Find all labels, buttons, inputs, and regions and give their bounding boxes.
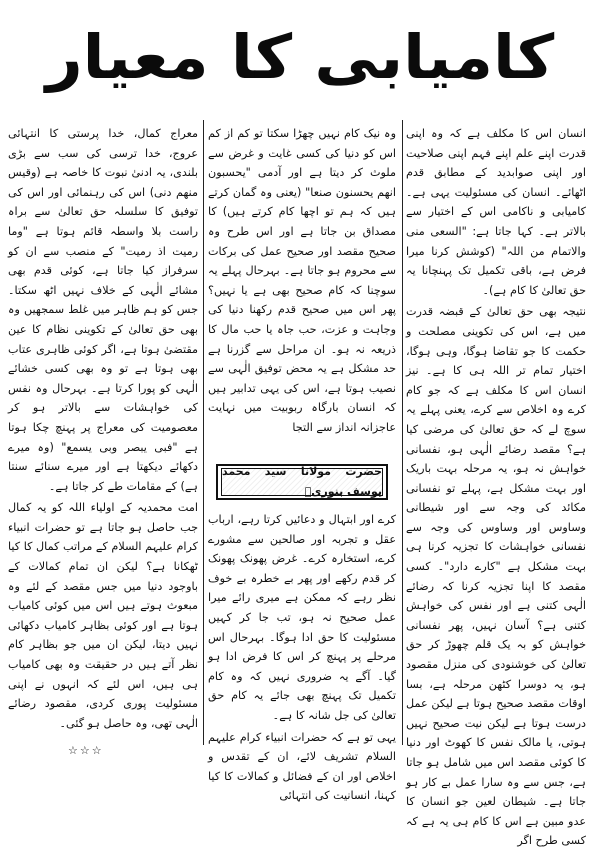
paragraph: انسان اس کا مکلف ہے کہ وہ اپنی قدرت اپنے علم اپنے فہم اپنی صلاحیت اور اپنی صوابدید کے مطابق قدم اٹھائے۔ انسان کی مسئولیت یہی ہے۔ کامیابی و ناکامی اس کے اختیار سے بالاتر ہے۔ کہا جاتا ہے: "السعی منی والاتمام من اللہ" (کوشش کرنا میرا فرض ہے، باقی تکمیل تک پہنچانا یہ حق تعالیٰ کا کام ہے)۔ (406, 127, 586, 297)
paragraph: امت محمدیہ کے اولیاء اللہ کو یہ کمال جب حاصل ہو جاتا ہے تو حضرات انبیاء کرام علیہم السلام کے مراتب کمال کا کیا ٹھکانا ہے؟ لیکن ان تمام کمالات کے باوجود دنیا میں جس مقصد کے لئے وہ مبعوث ہوتے ہیں اس میں کوئی کامیاب ہوتا ہے اور کوئی بظاہر کامیاب دکھائی نہیں دیتا، لیکن ان میں جو بظاہر کام نظر آتے ہیں در حقیقت وہ بھی کامیاب ہی ہیں، اس لئے کہ انہوں نے اپنی مسئولیت پوری کردی، مقصود رضائے الٰہی تھی، وہ حاصل ہو گئی۔ (8, 501, 198, 730)
paragraph: معراج کمال، خدا پرستی کا انتہائی عروج، خدا ترسی کی سب سے بڑی بلندی، یہ ادنیٰ نبوت کا خاصہ ہے (وقیس منھم دنی) اس کی رہنمائی اور اس کی توفیق کا سلسلہ حق تعالیٰ سے براہ راست بلا واسطہ قائم ہوتا ہے "وما رمیت اذ رمیت" کے منصب سے ان کو سرفراز کیا جاتا ہے، کوئی قدم بھی مشائے الٰہی کے خلاف نہیں اٹھ سکتا۔ جس کو ہم ظاہر میں غلط سمجھیں وہ بھی حق تعالیٰ کے تکوینی نظام کا عین مقتضیٰ ہوتا ہے، اگر کوئی ظاہری عتاب بھی ہوتا ہے تو وہ بھی کسی خشائے الٰہی کو پورا کرتا ہے۔ بہرحال وہ نفس کی خواہشات سے بالاتر ہو کر معصومیت کی معراج پر پہنچ چکا ہوتا ہے "فبی یبصر وبی یسمع" (وہ میرے دکھائے دیکھتا ہے اور میرے سنائے سنتا ہے) کے مقامات طے کر جاتا ہے۔ (8, 127, 198, 493)
column-divider (402, 120, 403, 745)
author-name: حضرت مولانا سید محمد یوسف بنوریؒ (222, 465, 382, 498)
headline-area (40, 4, 560, 112)
paragraph: یہی تو ہے کہ حضرات انبیاء کرام علیہم السلام تشریف لائے، ان کے تقدس و اخلاص اور ان کے فضائل و کمالات کا کیا کہنا، انسانیت کی انتہائی (208, 730, 396, 803)
text-column-left (8, 124, 198, 759)
text-column-middle (208, 124, 396, 803)
article-title: کامیابی کا معیار (45, 22, 555, 94)
paragraph: کرے اور ابتہال و دعائیں کرتا رہے، ارباب عقل و تجربہ اور صالحین سے مشورے کرے، استخارہ کرے۔ غرض پھونک پھونک کر قدم رکھے اور پھر بے خطرہ بے خوف نظر رہے کہ ممکن ہے میری رائے میرا عمل صحیح نہ ہو، تب جا کر کہیں مسئولیت کا حق ادا ہوگا۔ بہرحال اس مرحلے پر پہنچ کر اس کا فرض ادا ہو گیا۔ آگے یہ ضروری نہیں کہ وہ کام تکمیل تک پہنچ بھی جائے یہ کام حق تعالیٰ کی جل شانہ کا ہے۔ (208, 513, 396, 722)
middle-top-block (208, 124, 396, 456)
paragraph: وہ نیک کام نہیں چھڑا سکتا تو کم از کم اس کو دنیا کی کسی غایت و غرض سے ملوث کر دیتا ہے اور آدمی "یحسبون انھم یحسنون صنعا" (یعنی وہ گمان کرتے ہیں کہ ہم تو اچھا کام کرتے ہیں) کا مصداق بن جاتا ہے اور اس طرح وہ صحیح مقصد اور صحیح عمل کی برکات سے محروم ہو جاتا ہے۔ بہرحال پہلے یہ سوچنا کہ کام صحیح بھی ہے یا نہیں؟ پھر اس میں صحیح قدم رکھنا دنیا کی وجاہت و عزت، حب جاہ یا حب مال کا ذریعہ نہ ہو۔ ان مراحل سے گزرنا ہے حد مشکل ہے یہ محض توفیق الٰہی سے نصیب ہوتا ہے، اس کی یہی تدابیر ہیں کہ انسان بارگاہ ربوبیت میں نہایت عاجزانہ انداز سے التجا (208, 127, 396, 434)
author-byline-box (216, 464, 388, 500)
text-column-right (406, 124, 586, 848)
end-marks: ☆☆☆ (68, 744, 104, 758)
column-divider (203, 120, 204, 745)
paragraph: نتیجہ بھی حق تعالیٰ کے قبضہ قدرت میں ہے، اس کی تکوینی مصلحت و حکمت کا جو تقاضا ہوگا، وہی ہوگا، اختیار تمام تر اللہ ہی کا ہے۔ نیز انسان اس کا مکلف ہے کہ جو کام کرے وہ اخلاص سے کرے، یعنی پہلے یہ سوچ لے کہ حق تعالیٰ کی مرضی کیا ہے؟ مقصد رضائے الٰہی ہو، نفسانی خواہش نہ ہو، یہ مرحلہ بہت باریک اور بہت مشکل ہے، پہلے تو نفسانی مکائد کی وجہ سے اور شیطانی وساوس اور وساوس کی وجہ سے نفسانی خواہشات کا تجزیہ کرنا ہی بہت مشکل ہے "کارے دارد"۔ کسی مقصد کا اپنا تجزیہ کرنا کہ رضائے الٰہی کتنی ہے اور نفس کی خواہش کتنی ہے؟ آسان نہیں، پھر نفسانی خواہش کو بہ یک قلم چھوڑ کر حق تعالیٰ کی خوشنودی کی منزل مقصود ہو، یہ دوسرا کٹھن مرحلہ ہے، بسا اوقات مقصد صحیح ہوتا ہے لیکن عمل درست ہوتا ہے لیکن نیت صحیح نہیں ہوتی، یا مالک نفس کا کھوٹ اور دنیا کا کوئی مقصد اس میں شامل ہو جاتا ہے، جس سے وہ سارا عمل بے کار ہو جاتا ہے۔ شیطان لعین جو انسان کا عدو مبین ہے اس کا کام ہی یہ ہے کہ کسی طرح اگر (406, 305, 586, 848)
